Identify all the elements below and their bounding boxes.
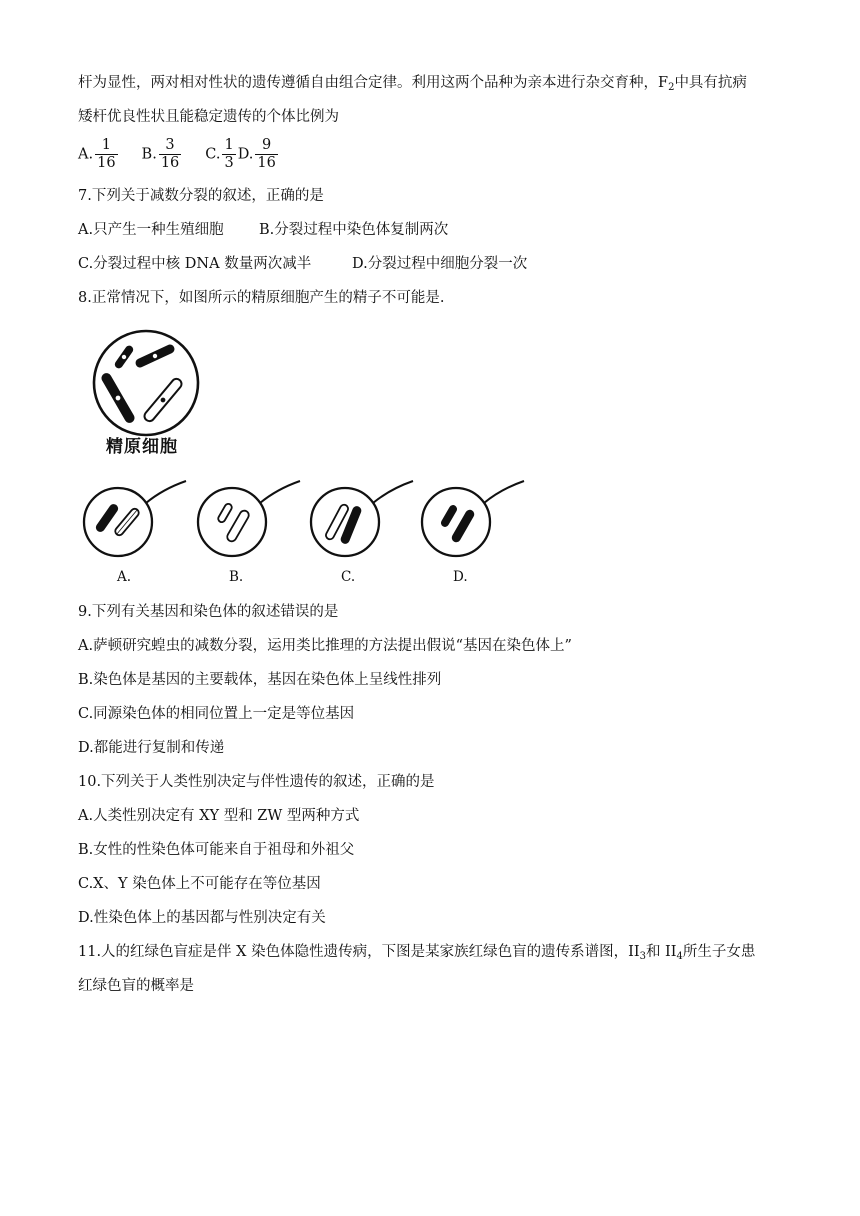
q9-option-d[interactable]: D.都能进行复制和传递 bbox=[78, 740, 225, 756]
q7-option-a[interactable]: A.只产生一种生殖细胞 bbox=[78, 222, 224, 238]
chromosome bbox=[113, 344, 134, 370]
q9-option-b[interactable]: B.染色体是基因的主要载体，基因在染色体上呈线性排列 bbox=[78, 672, 442, 688]
q9-option-a[interactable]: A.萨顿研究蝗虫的减数分裂，运用类比推理的方法提出假说“基因在染色体上” bbox=[78, 638, 572, 654]
q10-option-a[interactable]: A.人类性别决定有 XY 型和 ZW 型两种方式 bbox=[78, 808, 360, 824]
q10-option-c[interactable]: C.X、Y 染色体上不可能存在等位基因 bbox=[78, 876, 321, 892]
chromosome bbox=[217, 503, 233, 524]
q7-stem: 7.下列关于减数分裂的叙述，正确的是 bbox=[78, 188, 324, 204]
sperm-option-d[interactable] bbox=[422, 481, 524, 556]
q10-option-b[interactable]: B.女性的性染色体可能来自于祖母和外祖父 bbox=[78, 842, 355, 858]
q10-stem: 10.下列关于人类性别决定与伴性遗传的叙述，正确的是 bbox=[78, 774, 435, 790]
q6-option-c[interactable]: C. $\frac{1}{3}$ bbox=[205, 137, 234, 171]
q6-stem-line1: 杆为显性，两对相对性状的遗传遵循自由组合定律。利用这两个品种为亲本进行杂交育种，$F_2$中具有抗病 bbox=[78, 75, 747, 93]
chromosome bbox=[114, 507, 141, 537]
q6-option-a[interactable]: A. $\frac{1}{16}$ bbox=[78, 137, 116, 171]
chromosome bbox=[142, 377, 183, 423]
chromosome bbox=[440, 504, 459, 529]
q11-stem-line2: 红绿色盲的概率是 bbox=[78, 978, 194, 994]
q11-stem-line1: 11.人的红绿色盲症是伴 X 染色体隐性遗传病，下图是某家族红绿色盲的遗传系谱图，$II_3$和 $II_4$所生子女患 bbox=[78, 944, 756, 962]
q9-stem: 9.下列有关基因和染色体的叙述错误的是 bbox=[78, 604, 339, 620]
q7-option-d[interactable]: D.分裂过程中细胞分裂一次 bbox=[352, 256, 528, 272]
q7-option-c[interactable]: C.分裂过程中核 DNA 数量两次减半 bbox=[78, 256, 312, 272]
q7-option-b[interactable]: B.分裂过程中染色体复制两次 bbox=[259, 222, 449, 238]
q8-stem: 8.正常情况下，如图所示的精原细胞产生的精子不可能是. bbox=[78, 290, 445, 306]
sperm-option-c[interactable] bbox=[311, 481, 413, 556]
cell-caption: 精原细胞 bbox=[106, 437, 178, 457]
sperm-label-a: A. bbox=[117, 569, 132, 585]
sperm-label-c: C. bbox=[341, 569, 356, 585]
q10-option-d[interactable]: D.性染色体上的基因都与性别决定有关 bbox=[78, 910, 326, 926]
q6-stem-line2: 矮杆优良性状且能稳定遗传的个体比例为 bbox=[78, 109, 339, 125]
sperm-label-d: D. bbox=[453, 569, 468, 585]
spermatogonium-cell bbox=[94, 331, 198, 435]
q6-option-d[interactable]: D. $\frac{9}{16}$ bbox=[237, 137, 276, 171]
sperm-label-b: B. bbox=[229, 569, 244, 585]
chromosome bbox=[134, 343, 176, 369]
q6-option-b[interactable]: B. $\frac{3}{16}$ bbox=[141, 137, 180, 171]
sperm-option-a[interactable] bbox=[84, 481, 186, 556]
sperm-option-b[interactable] bbox=[198, 481, 300, 556]
q9-option-c[interactable]: C.同源染色体的相同位置上一定是等位基因 bbox=[78, 706, 355, 722]
